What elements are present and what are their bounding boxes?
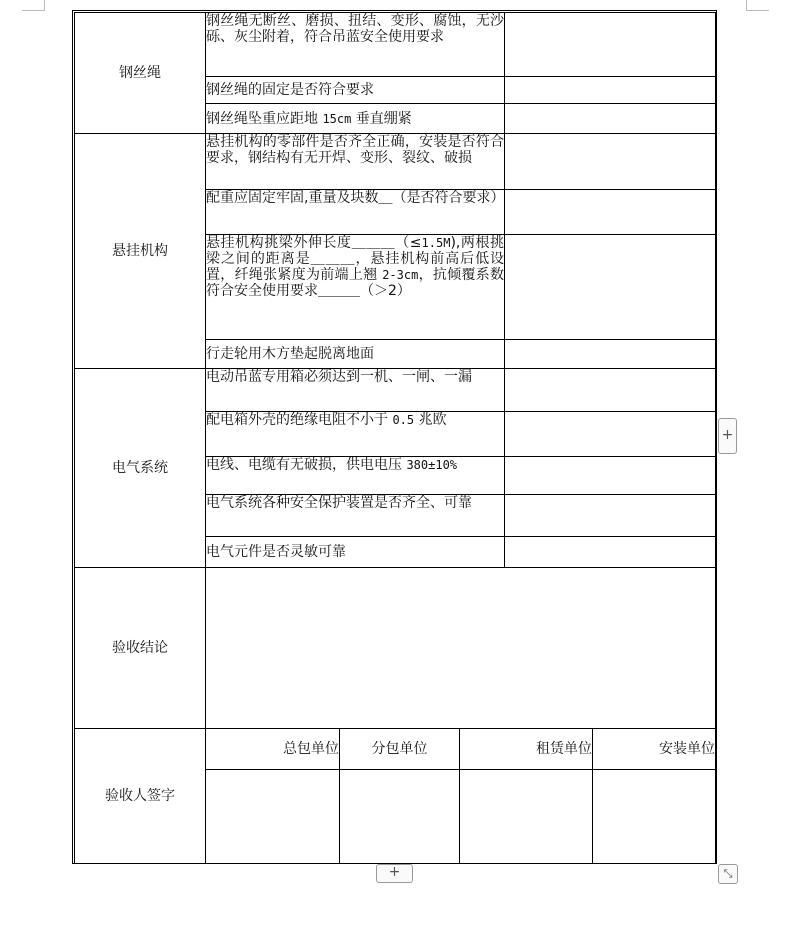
- check-item: [206, 457, 505, 495]
- result-cell[interactable]: [505, 104, 716, 134]
- check-item: 行走轮用木方垫起脱离地面: [206, 340, 505, 369]
- table-row: [75, 568, 716, 729]
- check-item-text: 兆欧: [414, 412, 447, 428]
- signature-cell[interactable]: [593, 770, 716, 864]
- category-signatures: 验收人签字: [75, 729, 206, 864]
- result-cell[interactable]: [505, 340, 716, 369]
- table-row: [75, 369, 716, 412]
- add-column-button[interactable]: +: [718, 418, 737, 454]
- check-item: 悬挂机构的零部件是否齐全正确，安装是否符合要求，钢结构有无开焊、变形、裂纹、破损: [206, 134, 505, 190]
- check-item-text: 电线、电缆有无破损，供电电压: [206, 457, 407, 473]
- check-item: 钢丝绳无断丝、磨损、扭结、变形、腐蚀，无沙砾、灰尘附着，符合吊蓝安全使用要求: [206, 13, 505, 77]
- signature-header-general-contractor: 总包单位: [206, 729, 340, 770]
- check-item: 配重应固定牢固,重量及块数＿（是否符合要求）: [206, 190, 505, 235]
- signature-cell[interactable]: [340, 770, 460, 864]
- table-row: [75, 729, 716, 770]
- table-row: [75, 134, 716, 190]
- check-item-value: 380±10%: [406, 458, 458, 472]
- check-item: 电气系统各种安全保护装置是否齐全、可靠: [206, 495, 505, 537]
- signature-cell[interactable]: [460, 770, 593, 864]
- result-cell[interactable]: [505, 134, 716, 190]
- check-item-value: 2-3cm: [382, 268, 419, 282]
- result-cell[interactable]: [505, 190, 716, 235]
- signature-header-installation: 安装单位: [593, 729, 716, 770]
- result-cell[interactable]: [505, 537, 716, 568]
- check-item-text: 配电箱外壳的绝缘电阻不小于: [206, 412, 393, 428]
- page-corner-mark-right: [746, 0, 769, 11]
- result-cell[interactable]: [505, 77, 716, 104]
- check-item-text: 钢丝绳坠重应距地: [206, 110, 323, 127]
- add-row-button[interactable]: +: [376, 864, 413, 883]
- check-item: 电动吊蓝专用箱必须达到一机、一闸、一漏: [206, 369, 505, 412]
- signature-header-subcontractor: 分包单位: [340, 729, 460, 770]
- page-corner-mark-left: [22, 0, 45, 11]
- conclusion-cell[interactable]: [206, 568, 716, 729]
- signature-header-leasing: 租赁单位: [460, 729, 593, 770]
- result-cell[interactable]: [505, 412, 716, 457]
- check-item-value: 1.5M: [421, 236, 451, 250]
- category-wire-rope: 钢丝绳: [75, 13, 206, 134]
- check-item-text: ，抗倾覆系数符合安全使用要求＿＿＿（＞2）: [206, 267, 505, 299]
- result-cell[interactable]: [505, 457, 716, 495]
- category-conclusion: 验收结论: [75, 568, 206, 729]
- check-item-value: 0.5: [392, 413, 415, 427]
- check-item-value: 15cm: [322, 111, 352, 126]
- check-item: [206, 412, 505, 457]
- table-row: [75, 13, 716, 77]
- check-item-text: 垂直绷紧: [351, 110, 412, 127]
- signature-cell[interactable]: [206, 770, 340, 864]
- result-cell[interactable]: [505, 495, 716, 537]
- result-cell[interactable]: [505, 13, 716, 77]
- inspection-table: [74, 12, 716, 864]
- check-item: 钢丝绳的固定是否符合要求: [206, 77, 505, 104]
- check-item: 电气元件是否灵敏可靠: [206, 537, 505, 568]
- check-item-text: 悬挂机构挑梁外伸长度＿＿＿（≤: [206, 235, 422, 251]
- category-electrical: 电气系统: [75, 369, 206, 568]
- result-cell[interactable]: [505, 235, 716, 340]
- check-item: [206, 104, 505, 134]
- table-resize-handle[interactable]: ⤡: [718, 864, 738, 884]
- category-suspension: 悬挂机构: [75, 134, 206, 369]
- check-item-text: ),两根挑梁之间的距离是＿＿＿，悬挂机构前高后低设置，纤绳张紧度为前端上翘: [206, 235, 505, 283]
- result-cell[interactable]: [505, 369, 716, 412]
- check-item: [206, 235, 505, 340]
